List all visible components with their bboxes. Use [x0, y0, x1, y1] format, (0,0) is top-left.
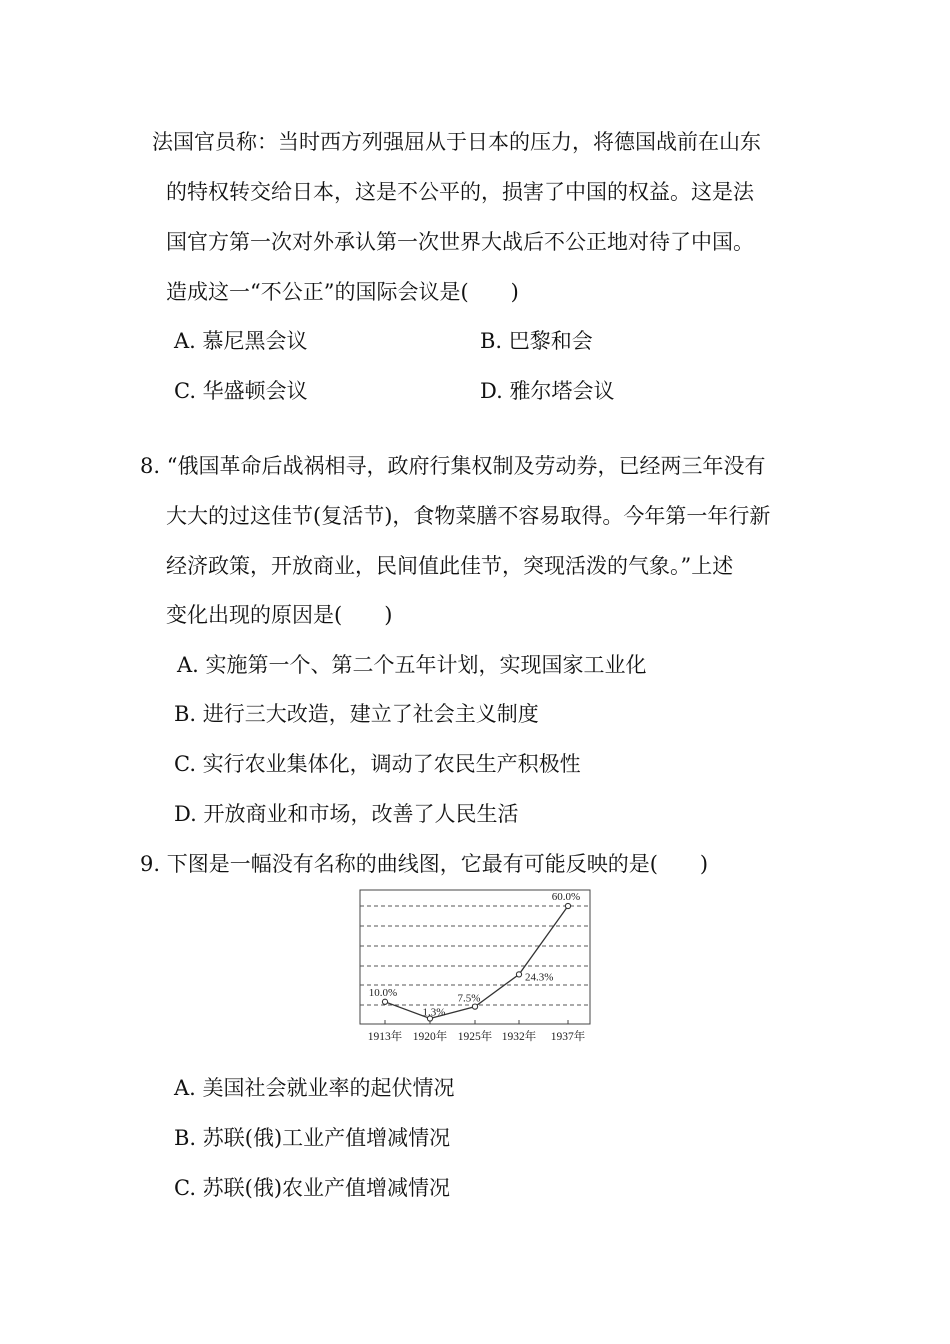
data-label: 24.3%: [525, 971, 554, 984]
x-tick-label: 1920年: [412, 1031, 448, 1043]
q8-stem-line-4: 变化出现的原因是( ): [166, 603, 393, 627]
q7-option-b: B. 巴黎和会: [480, 329, 593, 353]
data-point: [516, 972, 521, 977]
line-chart-svg: [355, 884, 595, 1046]
q7-stem-line-2: 的特权转交给日本，这是不公平的，损害了中国的权益。这是法: [166, 180, 754, 204]
q9-option-b: B. 苏联(俄)工业产值增减情况: [174, 1126, 451, 1150]
q7-stem-line-4: 造成这一“不公正”的国际会议是( ): [166, 280, 519, 304]
data-label: 10.0%: [368, 986, 398, 999]
q8-option-a: A. 实施第一个、第二个五年计划，实现国家工业化: [177, 653, 647, 677]
q9-stem: 9. 下图是一幅没有名称的曲线图，它最有可能反映的是( ): [140, 852, 709, 876]
q7-option-c: C. 华盛顿会议: [174, 379, 308, 403]
q9-option-a: A. 美国社会就业率的起伏情况: [174, 1076, 455, 1100]
data-point: [472, 1004, 477, 1009]
q7-option-d: D. 雅尔塔会议: [480, 379, 615, 403]
x-tick-label: 1913年: [367, 1031, 403, 1043]
data-label: 60.0%: [551, 891, 581, 903]
data-point: [565, 903, 570, 908]
q8-option-d: D. 开放商业和市场，改善了人民生活: [174, 802, 519, 826]
data-label: 7.5%: [457, 992, 481, 1005]
q8-option-b: B. 进行三大改造，建立了社会主义制度: [174, 702, 539, 726]
x-tick-label: 1925年: [457, 1031, 493, 1043]
q9-option-c: C. 苏联(俄)农业产值增减情况: [174, 1176, 451, 1200]
data-point: [382, 999, 387, 1004]
x-tick-label: 1937年: [550, 1031, 586, 1043]
q8-option-c: C. 实行农业集体化，调动了农民生产积极性: [174, 752, 581, 776]
data-label: 1.3%: [422, 1006, 446, 1019]
q7-option-a: A. 慕尼黑会议: [174, 329, 308, 353]
q7-stem-line-1: 法国官员称：当时西方列强屈从于日本的压力，将德国战前在山东: [152, 130, 761, 154]
x-tick-label: 1932年: [501, 1031, 537, 1043]
q8-stem-line-2: 大大的过这佳节(复活节)，食物菜膳不容易取得。今年第一年行新: [166, 504, 771, 528]
q8-stem-line-3: 经济政策，开放商业，民间值此佳节，突现活泼的气象。”上述: [166, 554, 734, 578]
q7-stem-line-3: 国官方第一次对外承认第一次世界大战后不公正地对待了中国。: [166, 230, 754, 254]
line-chart: [355, 884, 595, 1046]
q8-stem-line-1: 8. “俄国革命后战祸相寻，政府行集权制及劳动券，已经两三年没有: [140, 454, 766, 478]
